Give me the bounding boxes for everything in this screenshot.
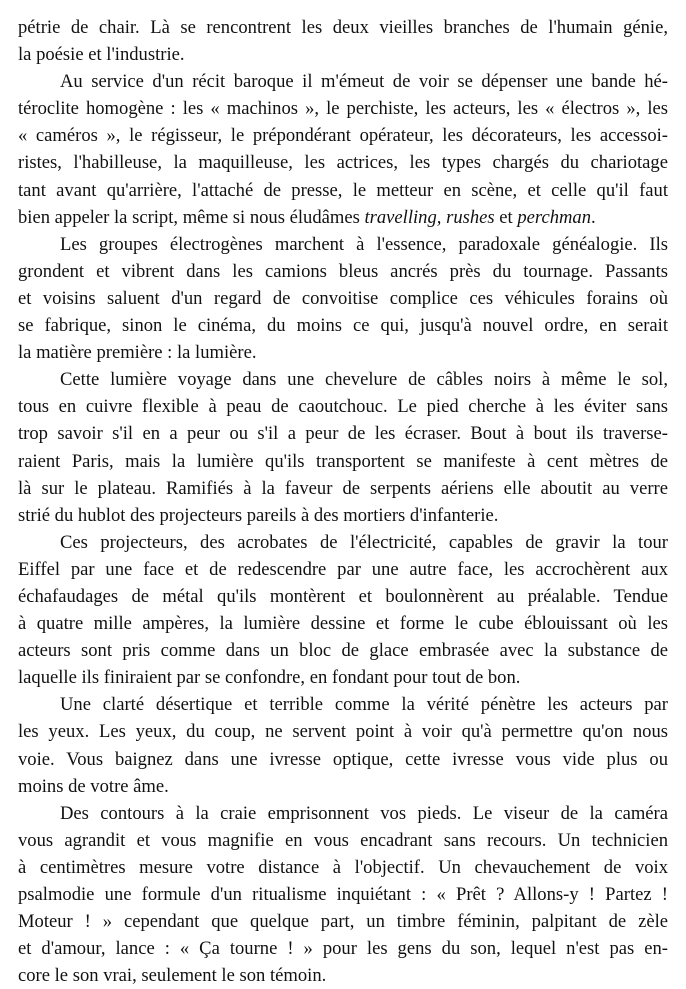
text-line-italic-words: bien appeler la script, même si nous éludâmes travelling, rushes et perchman. [18,206,596,228]
text-line: Moteur ! » cependant que quelque part, un timbre féminin, palpitant de zèle [18,911,668,933]
text-line: échafaudages de métal qu'ils montèrent et boulonnèrent au préalable. Tendue [18,585,668,607]
text-line: voie. Vous baignez dans une ivresse optique, cette ivresse vous vide plus ou [18,748,668,770]
paragraph-5 [18,529,668,692]
text-line: là sur le plateau. Ramifiés à la faveur de serpents aériens elle aboutit au verre [18,477,668,499]
text-line: acteurs sont pris comme dans un bloc de glace embrasée avec la substance de [18,640,668,662]
text-line: Ces projecteurs, des acrobates de l'électricité, capables de gravir la tour [60,531,668,553]
text-line: ristes, l'habilleuse, la maquilleuse, les actrices, les types chargés du chariotage [18,152,668,174]
text-line: la matière première : la lumière. [18,342,257,364]
text-line: Les groupes électrogènes marchent à l'essence, paradoxale généalogie. Ils [60,233,668,255]
text-line: tant avant qu'arrière, l'attaché de presse, le metteur en scène, et celle qu'il faut [18,179,668,201]
text-line: Une clarté désertique et terrible comme la vérité pénètre les acteurs par [60,694,668,716]
text-line: et voisins saluent d'un regard de convoitise complice ces véhicules forains où [18,287,668,309]
text-line: strié du hublot des projecteurs pareils à des mortiers d'infanterie. [18,504,499,526]
text-line: « caméros », le régisseur, le prépondérant opérateur, les décorateurs, les accessoi- [18,125,668,147]
text-line: la poésie et l'industrie. [18,44,185,66]
text-line: Cette lumière voyage dans une chevelure de câbles noirs à même le sol, [60,369,668,391]
text-line: les yeux. Les yeux, du coup, ne servent point à voir qu'à permettre qu'on nous [18,721,668,743]
document-page [18,14,668,989]
paragraph-4 [18,366,668,529]
text-line: psalmodie une formule d'un ritualisme inquiétant : « Prêt ? Allons-y ! Partez ! [18,884,668,905]
paragraph-3 [18,231,668,366]
text-line: et d'amour, lance : « Ça tourne ! » pour les gens du son, lequel n'est pas en- [18,938,668,960]
paragraph-1 [18,14,668,68]
text-line: laquelle ils finiraient par se confondre, en fondant pour tout de bon. [18,667,521,689]
text-line: trop savoir s'il en a peur ou s'il a peur de les écraser. Bout à bout ils traverse- [18,423,668,445]
text-line: vous agrandit et vous magnifie en vous encadrant sans recours. Un technicien [18,829,668,851]
text-line: grondent et vibrent dans les camions bleus ancrés près du tournage. Passants [18,260,668,282]
text-line: à centimètres mesure votre distance à l'objectif. Un chevauchement de voix [18,856,668,878]
text-line: tous en cuivre flexible à peau de caoutchouc. Le pied cherche à les éviter sans [18,396,668,418]
text-line: se fabrique, sinon le cinéma, du moins ce qui, jusqu'à nouvel ordre, en serait [18,315,668,337]
paragraph-6 [18,691,668,799]
text-line: à quatre mille ampères, la lumière dessine et forme le cube éblouissant où les [18,613,668,635]
paragraph-2 [18,68,668,231]
text-line: raient Paris, mais la lumière qu'ils transportent se manifeste à cent mètres de [18,450,668,472]
text-line: pétrie de chair. Là se rencontrent les deux vieilles branches de l'humain génie, [18,17,668,38]
text-line: Eiffel par une face et de redescendre par une autre face, les accrochèrent aux [18,558,668,580]
paragraph-7 [18,800,668,989]
text-line: téroclite homogène : les « machinos », le perchiste, les acteurs, les « électros », les [18,98,668,120]
text-line: core le son vrai, seulement le son témoin. [18,965,327,987]
text-line: Des contours à la craie emprisonnent vos pieds. Le viseur de la caméra [60,802,668,824]
text-line: Au service d'un récit baroque il m'émeut de voir se dépenser une bande hé- [60,71,668,93]
text-line: moins de votre âme. [18,775,169,797]
